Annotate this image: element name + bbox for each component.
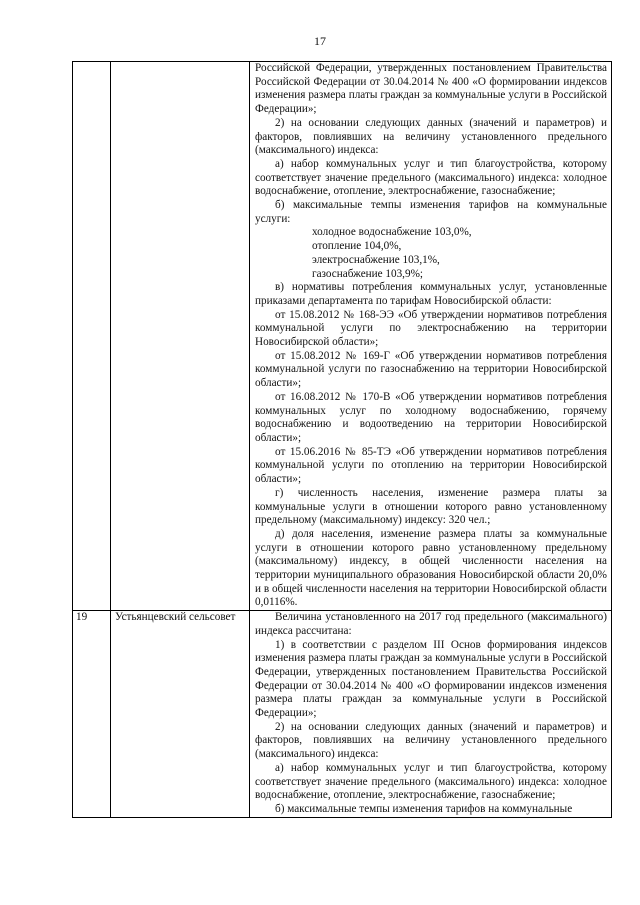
municipality-name-cell: Устьянцевский сельсовет [111,611,250,818]
tariff-item: холодное водоснабжение 103,0%, [312,226,472,239]
page-number: 17 [314,34,326,48]
paragraph: б) максимальные темпы изменения тарифов на коммунальные услуги: [255,199,607,225]
paragraph: г) численность населения, изменение размера платы за коммунальные услуги в отношении которого равно установленному предельному (максимальному) индексу: 320 чел.; [255,486,607,527]
paragraph: от 15.08.2012 № 168-ЭЭ «Об утверждении нормативов потребления коммунальной услуги по электроснабжению на территории Новосибирской области»; [255,308,607,349]
paragraph: 2) на основании следующих данных (значений и параметров) и факторов, повлиявших на величину установленного предельного (максимального) индекса: [255,720,607,761]
paragraph: Величина установленного на 2017 год предельного (максимального) индекса рассчитана: [255,611,607,637]
tariff-item: газоснабжение 103,9%; [312,267,423,280]
paragraph: от 16.08.2012 № 170-В «Об утверждении нормативов потребления коммунальных услуг по холодному водоснабжению, горячему водоснабжению и водоотведению на территории Новосибирской области»; [255,390,607,444]
paragraph: а) набор коммунальных услуг и тип благоустройства, которому соответствует значение предельного (максимального) индекса: холодное водоснабжение, отопление, электроснабжение, газоснабжение; [255,157,607,198]
paragraph: от 15.06.2016 № 85-ТЭ «Об утверждении нормативов потребления коммунальной услуги по отоплению на территории Новосибирской области»; [255,445,607,486]
row-number-cell [73,62,111,611]
paragraph: 1) в соответствии с разделом III Основ формирования индексов изменения размера платы граждан за коммунальные услуги в Российской Федерации, утвержденных постановлением Правительства Российской Федерации от 30.04.2014 № 400 «О формировании индексов изменения размера платы граждан за коммунальные услуги в Российской Федерации»; [255,638,607,720]
paragraph: от 15.08.2012 № 169-Г «Об утверждении нормативов потребления коммунальной услуги по газоснабжению на территории Новосибирской области»; [255,349,607,390]
justification-cell [250,611,612,818]
paragraph: Российской Федерации, утвержденных постановлением Правительства Российской Федерации от 30.04.2014 № 400 «О формировании индексов изменения размера платы граждан за коммунальные услуги в Российской Федерации»; [255,62,607,116]
paragraph: 2) на основании следующих данных (значений и параметров) и факторов, повлиявших на величину установленного предельного (максимального) индекса: [255,116,607,157]
tariff-item: отопление 104,0%, [312,240,402,253]
paragraph: а) набор коммунальных услуг и тип благоустройства, которому соответствует значение предельного (максимального) индекса: холодное водоснабжение, отопление, электроснабжение, газоснабжение; [255,761,607,802]
municipality-name-cell [111,62,250,611]
row-number-cell: 19 [73,611,111,818]
municipality-table [72,61,612,818]
justification-cell [250,62,612,611]
table-row [73,62,612,611]
tariff-item: электроснабжение 103,1%, [312,253,440,266]
paragraph: д) доля населения, изменение размера платы за коммунальные услуги в отношении которого равно установленному предельному (максимальному) индексу, в общей численности населения на территории муниципального образования Новосибирской области 20,0% и в общей численности населения на территории Новосибирской области 0,0116%. [255,527,607,609]
table-row [73,611,612,818]
paragraph: в) нормативы потребления коммунальных услуг, установленные приказами департамента по тарифам Новосибирской области: [255,281,607,307]
paragraph: б) максимальные темпы изменения тарифов на коммунальные [275,802,573,815]
